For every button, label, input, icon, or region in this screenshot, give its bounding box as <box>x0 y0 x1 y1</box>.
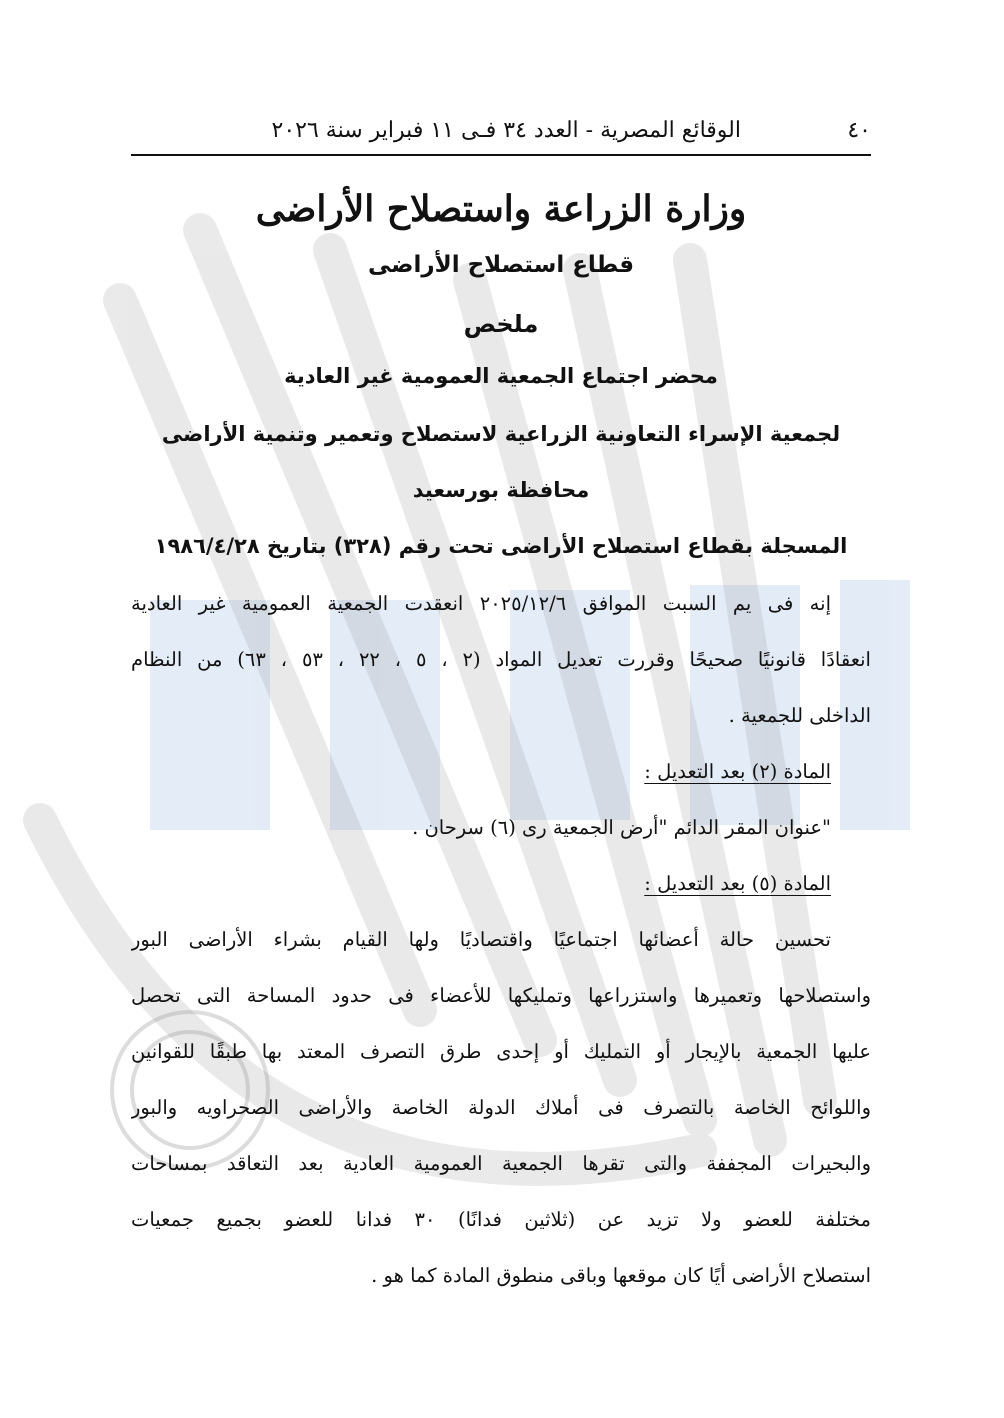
subtitle-line: محافظة بورسعيد <box>412 478 590 502</box>
article-5-line: عليها الجمعية بالإيجار أو التمليك أو إحدى طرق التصرف المعتد بها طبقًا للقوانين <box>131 1040 871 1063</box>
subtitle-line: محضر اجتماع الجمعية العمومية غير العادية <box>284 364 718 388</box>
subtitle-line: لجمعية الإسراء التعاونية الزراعية لاستصلاح وتعمير وتنمية الأراضى <box>161 422 841 446</box>
ministry-title: وزارة الزراعة واستصلاح الأراضى <box>255 188 747 230</box>
summary-label: ملخص <box>463 310 539 338</box>
article-2-heading: المادة (٢) بعد التعديل : <box>644 760 831 783</box>
sector-title: قطاع استصلاح الأراضى <box>367 252 635 278</box>
subtitle-line: المسجلة بقطاع استصلاح الأراضى تحت رقم (٣٢٨) بتاريخ ١٩٨٦/٤/٢٨ <box>154 534 848 558</box>
article-5-line: واستصلاحها وتعميرها واستزراعها وتمليكها للأعضاء فى حدود المساحة التى تحصل <box>131 984 871 1007</box>
intro-line: الداخلى للجمعية . <box>728 704 871 727</box>
intro-line: إنه فى يم السبت الموافق ٢٠٢٥/١٢/٦ انعقدت الجمعية العمومية غير العادية <box>131 592 831 615</box>
article-5-line: تحسين حالة أعضائها اجتماعيًا واقتصاديًا ولها القيام بشراء الأراضى البور <box>131 928 831 951</box>
article-5-line: والبحيرات المجففة والتى تقرها الجمعية العمومية العادية بعد التعاقد بمساحات <box>131 1152 871 1175</box>
page-header <box>131 112 871 156</box>
article-5-line: واللوائح الخاصة بالتصرف فى أملاك الدولة الخاصة والأراضى الصحراويه والبور <box>131 1096 871 1119</box>
page-number: ٤٠ <box>847 118 871 143</box>
article-5-heading: المادة (٥) بعد التعديل : <box>644 872 831 895</box>
body-text <box>131 576 871 1304</box>
article-5-line: استصلاح الأراضى أيًا كان موقعها وباقى منطوق المادة كما هو . <box>371 1264 871 1287</box>
article-5-line: مختلفة للعضو ولا تزيد عن (ثلاثين فدانًا) ٣٠ فدانا للعضو بجميع جمعيات <box>131 1208 871 1231</box>
article-2-text: "عنوان المقر الدائم "أرض الجمعية رى (٦) سرحان . <box>412 816 831 839</box>
intro-line: انعقادًا قانونيًا صحيحًا وقررت تعديل المواد (٢ ، ٥ ، ٢٢ ، ٥٣ ، ٦٣) من النظام <box>131 648 871 671</box>
publication-line: الوقائع المصرية - العدد ٣٤ فـى ١١ فبراير سنة ٢٠٢٦ <box>271 118 741 143</box>
header-rule <box>131 154 871 156</box>
